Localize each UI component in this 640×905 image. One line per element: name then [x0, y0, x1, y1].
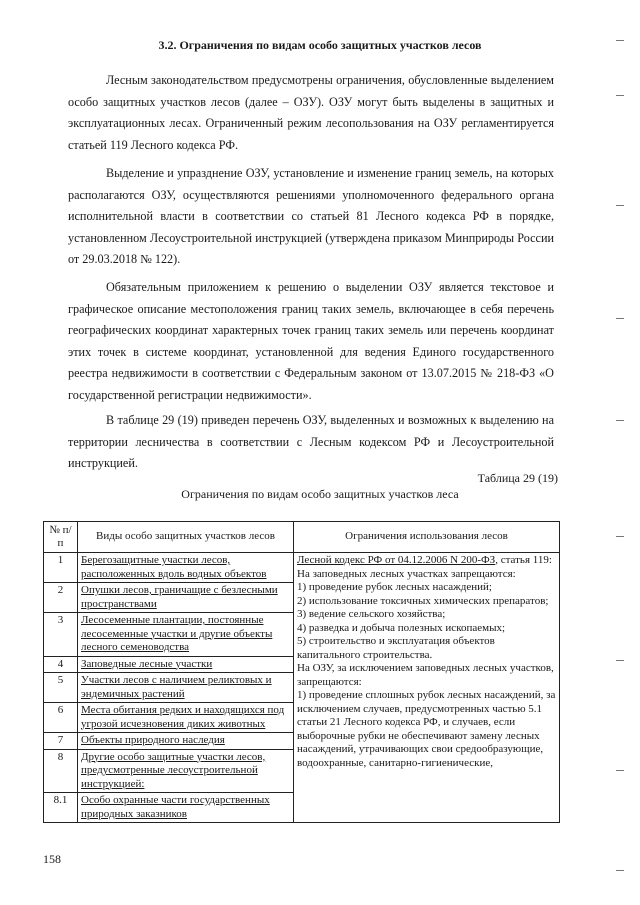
header-restrictions: Ограничения использования лесов — [294, 522, 560, 553]
section-title: 3.2. Ограничения по видам особо защитных участков лесов — [158, 38, 482, 52]
margin-mark — [616, 40, 624, 41]
paragraph-2: Выделение и упразднение ОЗУ, установление и изменение границ земель, на которых располагаются ОЗУ, осуществляются решениями уполномоченного федерального органа исполнительной власти в соответствии со статьей 81 Лесного кодекса РФ в порядке, установленном Лесоустроительной инструкцией (утверждена приказом Минприроды России от 29.03.2018 № 122). — [68, 166, 554, 266]
row-kind: Опушки лесов, граничащие с безлесными пространствами — [78, 583, 294, 613]
table-header-row — [44, 522, 560, 553]
margin-mark — [616, 205, 624, 206]
row-number: 2 — [44, 583, 78, 613]
margin-mark — [616, 536, 624, 537]
header-number: № п/п — [44, 522, 78, 553]
row-kind: Другие особо защитные участки лесов, предусмотренные лесоустроительной инструкцией: — [78, 749, 294, 793]
law-reference: Лесной кодекс РФ от 04.12.2006 N 200-ФЗ — [297, 554, 496, 566]
page-number: 158 — [43, 852, 61, 866]
row-kind: Объекты природного наследия — [78, 733, 294, 750]
margin-mark — [616, 770, 624, 771]
margin-mark — [616, 660, 624, 661]
table-row — [44, 553, 560, 583]
row-kind: Заповедные лесные участки — [78, 656, 294, 673]
row-kind: Участки лесов с наличием реликтовых и эндемичных растений — [78, 673, 294, 703]
row-number: 1 — [44, 553, 78, 583]
row-number: 8 — [44, 749, 78, 793]
row-kind: Места обитания редких и находящихся под угрозой исчезновения диких животных — [78, 703, 294, 733]
table-title: Ограничения по видам особо защитных участков леса — [181, 487, 459, 501]
row-kind: Особо охранные части государственных природных заказников — [78, 793, 294, 823]
table-caption: Таблица 29 (19) — [477, 471, 558, 485]
row-number: 4 — [44, 656, 78, 673]
restrictions-table — [43, 521, 560, 823]
row-kind: Лесосеменные плантации, постоянные лесосеменные участки и другие объекты лесного семеноводства — [78, 613, 294, 657]
paragraph-4: В таблице 29 (19) приведен перечень ОЗУ, выделенных и возможных к выделению на территории лесничества в соответствии с Лесным кодексом РФ и Лесоустроительной инструкцией. — [68, 413, 554, 470]
row-kind: Берегозащитные участки лесов, расположенных вдоль водных объектов — [78, 553, 294, 583]
margin-mark — [616, 870, 624, 871]
row-number: 7 — [44, 733, 78, 750]
row-number: 8.1 — [44, 793, 78, 823]
row-number: 3 — [44, 613, 78, 657]
paragraph-1: Лесным законодательством предусмотрены ограничения, обусловленные выделением особо защитных участков лесов (далее – ОЗУ). ОЗУ могут быть выделены в защитных и эксплуатационных лесах. Ограниченный режим лесопользования на ОЗУ регламентируется статьей 119 Лесного кодекса РФ. — [68, 73, 554, 152]
margin-mark — [616, 420, 624, 421]
restrictions-cell — [294, 553, 560, 823]
paragraph-3: Обязательным приложением к решению о выделении ОЗУ является текстовое и графическое описание местоположения границ таких земель, включающее в себя перечень географических координат характерных точек границ таких земель или перечень координат этих точек в системе координат, установленной для ведения Единого государственного реестра недвижимости в соответствии с Федеральным законом от 13.07.2015 № 218-ФЗ «О государственной регистрации недвижимости». — [68, 280, 554, 402]
margin-mark — [616, 95, 624, 96]
row-number: 6 — [44, 703, 78, 733]
header-kind: Виды особо защитных участков лесов — [78, 522, 294, 553]
margin-mark — [616, 318, 624, 319]
row-number: 5 — [44, 673, 78, 703]
restrictions-text: , статья 119: На заповедных лесных участках запрещаются: 1) проведение рубок лесных насаждений; 2) использование токсичных химических препаратов; 3) ведение сельского хозяйства; 4) разведка и добыча полезных ископаемых; 5) строительство и эксплуатация объектов капитального строительства. На ОЗУ, за исключением заповедных лесных участков, запрещаются: 1) проведение сплошных рубок лесных насаждений, за исключением случаев, предусмотренных частью 5.1 статьи 21 Лесного кодекса РФ, и случаев, если выборочные рубки не обеспечивают замену лесных насаждений, утрачивающих свои средообразующие, водоохранные, санитарно-гигиенические, — [297, 554, 556, 769]
